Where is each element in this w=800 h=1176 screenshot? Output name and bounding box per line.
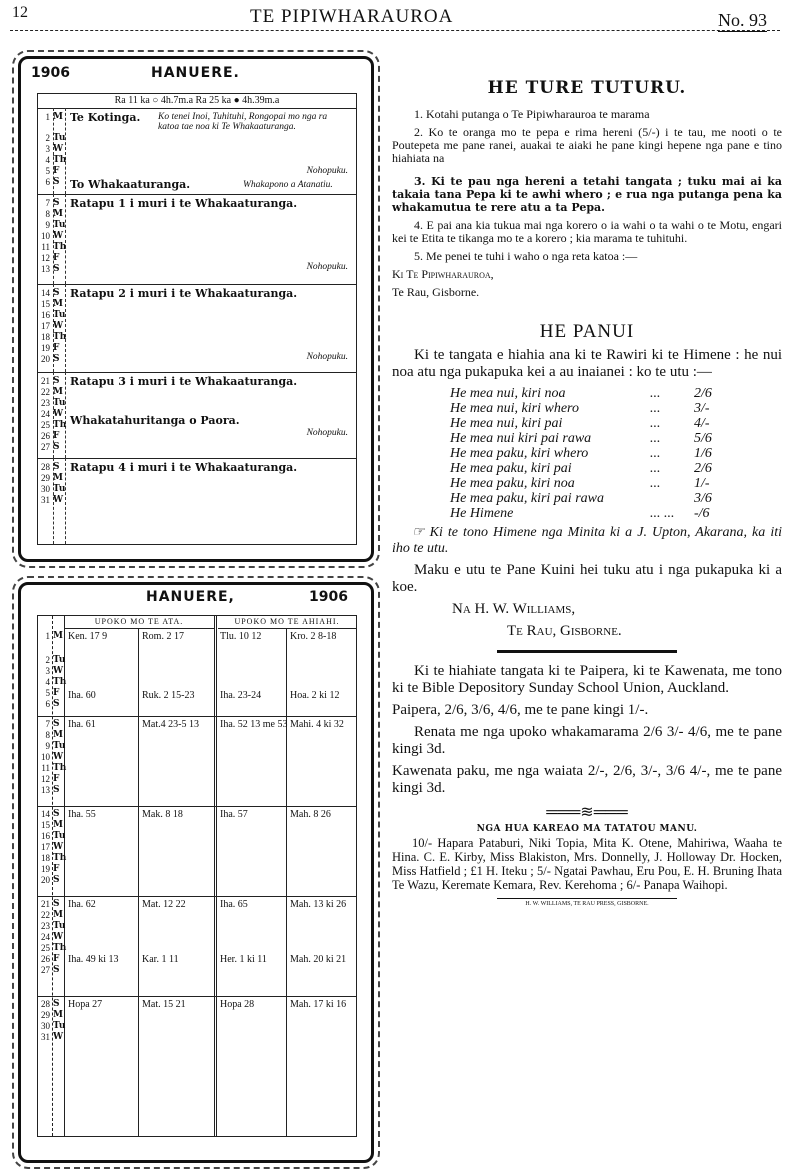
reading-cell: Mah. 8 26 [290, 809, 331, 820]
rule-text: E pai ana kia tukua mai nga korero o ia wahi o ta wahi o te Motu, engari kei te Etita te tikanga mo te a korero ; kia marama te tuhituhi. [392, 218, 782, 245]
rule-number: 3. [414, 175, 426, 188]
signature-name: Na H. W. Williams, [452, 601, 576, 617]
weekday: F [53, 431, 60, 441]
ornament-divider: ═══≋═══ [546, 804, 628, 821]
calendar-year: 1906 [309, 589, 348, 605]
day-number: 3 [45, 144, 50, 154]
weekday: F [53, 253, 60, 263]
calendar-week [38, 372, 356, 459]
feast-day: Whakatahuritanga o Paora. [70, 414, 240, 427]
liturgical-calendar [37, 93, 357, 545]
divider [138, 628, 139, 1136]
reading-cell: Kro. 2 8-18 [290, 631, 337, 642]
calendar-month: HANUERE. [151, 65, 240, 81]
reading-cell: Rom. 2 17 [142, 631, 184, 642]
rule-2 [392, 126, 782, 165]
reading-cell: Mah. 13 ki 26 [290, 899, 347, 910]
weekday: S [53, 965, 60, 975]
fast-day-label: Nohopuku. [306, 262, 348, 272]
rule-5 [392, 250, 782, 263]
day-number: 22 [41, 910, 50, 920]
weekday: M [53, 910, 63, 920]
reading-cell: Mahi. 4 ki 32 [290, 719, 344, 730]
weekday: Th [53, 763, 67, 773]
price-item: He mea nui, kiri whero [450, 401, 579, 416]
weekday: Th [53, 853, 67, 863]
weekday: W [53, 231, 64, 241]
day-number: 12 [41, 774, 50, 784]
price-item: He Himene [450, 506, 514, 521]
weekday: S [53, 875, 60, 885]
day-number: 29 [41, 1010, 50, 1020]
day-number: 8 [45, 730, 50, 740]
weekday: F [53, 688, 60, 698]
column-header-evening: UPOKO MO TE AHIAHI. [218, 616, 356, 629]
fast-day-label: Nohopuku. [306, 428, 348, 438]
price-value: 2/6 [694, 386, 712, 401]
reading-cell: Mat. 15 21 [142, 999, 186, 1010]
fast-day-label: Nohopuku. [306, 166, 348, 176]
day-number: 25 [41, 943, 50, 953]
weekday: W [53, 666, 64, 676]
day-number: 4 [45, 677, 50, 687]
reading-cell: Iha. 57 [220, 809, 248, 820]
reading-cell: Ruk. 2 15-23 [142, 690, 195, 701]
weekday: S [53, 462, 60, 472]
calendar-week [38, 284, 356, 373]
day-number: 25 [41, 420, 50, 430]
reading-cell: Iha. 62 [68, 899, 96, 910]
section-divider [497, 650, 677, 653]
rule-4 [392, 219, 782, 245]
rule-number: 1. [414, 107, 423, 121]
day-number: 20 [41, 354, 50, 364]
day-number: 4 [45, 155, 50, 165]
weekday: S [53, 809, 60, 819]
reading-cell: Hopa 28 [220, 999, 255, 1010]
week-divider [38, 806, 356, 807]
divider [64, 616, 65, 1136]
price-leader [650, 491, 694, 506]
note-text: Ki te tono Himene nga Minita ki a J. Upton, Akarana, ka iti iho te utu. [392, 525, 782, 556]
day-number: 10 [41, 231, 50, 241]
calendar-month: HANUERE, [146, 589, 235, 605]
day-number: 31 [41, 1032, 50, 1042]
weekday: W [53, 321, 64, 331]
bible-price-1: Paipera, 2/6, 3/6, 4/6, me te pane kingi 1/-. [392, 702, 649, 718]
price-row [450, 506, 782, 521]
feast-note: Ko tenei Inoi, Tuhituhi, Rongopai mo nga ra katoa tae noa ki Te Whakaaturanga. [158, 112, 328, 132]
weekday: Tu [53, 741, 66, 751]
divider [214, 616, 217, 1136]
day-number: 18 [41, 332, 50, 342]
calendar-frame-readings [18, 582, 374, 1163]
calendar-frame-liturgical [18, 56, 374, 562]
day-number: 23 [41, 921, 50, 931]
reading-cell: Her. 1 ki 11 [220, 954, 267, 965]
weekday: S [53, 264, 60, 274]
price-item: He mea nui kiri pai rawa [450, 431, 592, 446]
rule-1 [392, 108, 782, 121]
weekday: S [53, 198, 60, 208]
weekday: S [53, 177, 60, 187]
rule-text: Ki te pau nga hereni a tetahi tangata ; tuku mai ai ka takaia tana Pepa ki te awhi whero ; e rua nga putanga pena ka whakamutua te rere atu a ta Pepa. [392, 175, 782, 214]
weekday: Th [53, 420, 67, 430]
weekday: W [53, 409, 64, 419]
weekday: M [53, 112, 63, 122]
calendar-week [38, 458, 356, 545]
price-row [450, 446, 782, 461]
weekday: S [53, 376, 60, 386]
readings-calendar [37, 615, 357, 1137]
weekday: S [53, 719, 60, 729]
weekday: M [53, 209, 63, 219]
weekday: W [53, 144, 64, 154]
price-value: 1/- [694, 476, 710, 491]
feast-day: Ratapu 2 i muri i te Whakaaturanga. [70, 287, 298, 300]
price-value: -/6 [694, 506, 710, 521]
reading-cell: Hoa. 2 ki 12 [290, 690, 340, 701]
feast-day: Ratapu 3 i muri i te Whakaaturanga. [70, 375, 298, 388]
day-number: 28 [41, 462, 50, 472]
weekday: Tu [53, 655, 66, 665]
header-rule [10, 30, 780, 31]
price-leader: ... [650, 461, 661, 476]
weekday: M [53, 299, 63, 309]
reading-cell: Iha. 52 13 me 53 [220, 719, 288, 730]
price-leader: ... [650, 446, 661, 461]
bible-price-3: Kawenata paku, me nga waiata 2/-, 2/6, 3/-, 3/6 4/-, me te pane kingi 3d. [392, 763, 782, 796]
feast-day: Te Kotinga. [70, 111, 141, 124]
section-title-panui: HE PANUI [539, 321, 635, 342]
minister-note [392, 525, 782, 557]
weekday: Th [53, 332, 67, 342]
weekday: M [53, 730, 63, 740]
weekday: F [53, 954, 60, 964]
price-leader: ... [650, 431, 661, 446]
weekday: Th [53, 677, 67, 687]
address-line-1: Ki Te Pipiwharauroa, [392, 267, 494, 281]
day-number: 26 [41, 431, 50, 441]
moon-phases: Ra 11 ka ○ 4h.7m.a Ra 25 ka ● 4h.39m.a [38, 94, 356, 109]
day-number: 2 [45, 133, 50, 143]
rule-number: 2. [414, 125, 423, 139]
weekday: S [53, 999, 60, 1009]
day-number: 24 [41, 932, 50, 942]
weekday: Tu [53, 831, 66, 841]
rule-text: Ko te oranga mo te pepa e rima hereni (5/-) i te tau, me nooti o te Poutepeta me pane ranei, auakai te aiaki he pane kingi hepene nga pane e tino hiahiata na [392, 125, 783, 165]
day-number: 19 [41, 343, 50, 353]
weekday: Tu [53, 921, 66, 931]
price-item: He mea nui, kiri pai [450, 416, 563, 431]
price-item: He mea paku, kiri pai rawa [450, 491, 604, 506]
weekday: F [53, 343, 60, 353]
day-number: 19 [41, 864, 50, 874]
address-line-2: Te Rau, Gisborne. [392, 285, 480, 299]
reading-cell: Iha. 61 [68, 719, 96, 730]
section-title-ture: HE TURE TUTURU. [487, 78, 687, 98]
weekday: W [53, 752, 64, 762]
donors-title: NGA HUA KAREAO MA TATATOU MANU. [476, 824, 698, 834]
reading-cell: Hopa 27 [68, 999, 103, 1010]
price-item: He mea paku, kiri pai [450, 461, 572, 476]
reading-cell: Mat.4 23-5 13 [142, 719, 199, 730]
price-row [450, 431, 782, 446]
price-leader: ... [650, 386, 661, 401]
day-number: 28 [41, 999, 50, 1009]
price-row [450, 476, 782, 491]
price-item: He mea paku, kiri whero [450, 446, 589, 461]
day-number: 20 [41, 875, 50, 885]
price-item: He mea paku, kiri noa [450, 476, 575, 491]
paper-title: TE PIPIWHARAUROA [250, 6, 454, 27]
weekday: F [53, 864, 60, 874]
price-row [450, 461, 782, 476]
day-number: 7 [45, 719, 50, 729]
reading-cell: Iha. 65 [220, 899, 248, 910]
day-number: 5 [45, 688, 50, 698]
rule-number: 4. [414, 218, 423, 232]
day-number: 6 [45, 699, 50, 709]
day-number: 13 [41, 785, 50, 795]
day-number: 17 [41, 321, 50, 331]
issue-number: No. 93 [718, 10, 767, 30]
price-row [450, 401, 782, 416]
calendar-week [38, 194, 356, 285]
day-number: 1 [45, 631, 50, 641]
weekday: M [53, 1010, 63, 1020]
day-number: 15 [41, 299, 50, 309]
week-divider [38, 896, 356, 897]
price-row [450, 491, 782, 506]
day-number: 18 [41, 853, 50, 863]
day-number: 11 [41, 763, 50, 773]
reading-cell: Iha. 60 [68, 690, 96, 701]
reading-cell: Mah. 17 ki 16 [290, 999, 347, 1010]
reading-cell: Iha. 49 ki 13 [68, 954, 119, 965]
weekday: S [53, 699, 60, 709]
weekday: M [53, 473, 63, 483]
weekday: M [53, 387, 63, 397]
price-value: 3/6 [694, 491, 712, 506]
reading-cell: Ken. 17 9 [68, 631, 108, 642]
day-number: 15 [41, 820, 50, 830]
day-number: 14 [41, 809, 50, 819]
postage-note: Maku e utu te Pane Kuini hei tuku atu i nga pukapuka ki a koe. [392, 562, 782, 595]
weekday: S [53, 442, 60, 452]
day-number: 22 [41, 387, 50, 397]
right-column [392, 70, 782, 907]
day-number: 2 [45, 655, 50, 665]
day-number: 24 [41, 409, 50, 419]
reading-cell: Mat. 12 22 [142, 899, 186, 910]
price-value: 5/6 [694, 431, 712, 446]
price-value: 1/6 [694, 446, 712, 461]
day-number: 27 [41, 965, 50, 975]
reading-cell: Iha. 55 [68, 809, 96, 820]
fast-day-label: Nohopuku. [306, 352, 348, 362]
weekday: Tu [53, 133, 66, 143]
day-number: 12 [41, 253, 50, 263]
day-number: 3 [45, 666, 50, 676]
price-row [450, 386, 782, 401]
feast-day: Ratapu 1 i muri i te Whakaaturanga. [70, 197, 298, 210]
rule-number: 5. [414, 249, 423, 263]
weekday: M [53, 820, 63, 830]
calendar-week [38, 108, 356, 195]
weekday: S [53, 354, 60, 364]
reading-cell: Mah. 20 ki 21 [290, 954, 347, 965]
reading-cell: Tlu. 10 12 [220, 631, 262, 642]
weekday: Tu [53, 220, 66, 230]
weekday: Th [53, 943, 67, 953]
day-number: 21 [41, 376, 50, 386]
reading-cell: Mak. 8 18 [142, 809, 183, 820]
day-number: 9 [45, 220, 50, 230]
reading-cell: Iha. 23-24 [220, 690, 262, 701]
day-number: 26 [41, 954, 50, 964]
weekday: W [53, 1032, 64, 1042]
day-number: 7 [45, 198, 50, 208]
reading-cell: Kar. 1 11 [142, 954, 179, 965]
day-number: 16 [41, 310, 50, 320]
day-number: 23 [41, 398, 50, 408]
day-number: 8 [45, 209, 50, 219]
weekday: Th [53, 242, 67, 252]
weekday: S [53, 899, 60, 909]
weekday: Th [53, 155, 67, 165]
price-leader: ... [650, 401, 661, 416]
rule-text: Kotahi putanga o Te Pipiwharauroa te marama [426, 107, 650, 121]
day-number: 16 [41, 831, 50, 841]
weekday: Tu [53, 484, 66, 494]
day-number: 17 [41, 842, 50, 852]
donors-list: 10/- Hapara Pataburi, Niki Topia, Mita K. Otene, Mahiriwa, Waaha te Hina. C. E. Kirby, Miss Blakiston, Mrs. Donnelly, J. Holloway Dr. Hocken, Miss Hatfield ; £1 H. Iteku ; 5/- Ngatai Pawhau, Eru Pou, E. H. Bruning Ihata Te Wazu, Keremate Kemara, Rev. Kerehoma ; 6/- Panapa Waihopi. [392, 836, 782, 892]
price-row [450, 416, 782, 431]
price-list [450, 386, 782, 521]
weekday: W [53, 842, 64, 852]
weekday: Tu [53, 1021, 66, 1031]
bible-price-2: Renata me nga upoko whakamarama 2/6 3/- 4/6, me te pane kingi 3d. [392, 724, 782, 757]
price-leader: ... [650, 416, 661, 431]
feast-note: Whakapono a Atanatiu. [243, 180, 333, 190]
day-number: 11 [41, 242, 50, 252]
day-number: 27 [41, 442, 50, 452]
day-number: 10 [41, 752, 50, 762]
calendar-year: 1906 [31, 65, 70, 81]
price-leader: ... [650, 476, 661, 491]
day-number: 31 [41, 495, 50, 505]
day-number: 13 [41, 264, 50, 274]
day-number: 1 [45, 112, 50, 122]
panui-intro: Ki te tangata e hiahia ana ki te Rawiri ki te Himene : he nui noa atu nga pukapuka kei a au inaianei : ko te utu :— [392, 347, 782, 380]
day-number: 9 [45, 741, 50, 751]
weekday: F [53, 774, 60, 784]
page-number: 12 [12, 4, 28, 21]
pointing-hand-icon: ☞ [412, 525, 425, 540]
rule-text: Me penei te tuhi i waho o nga reta katoa :— [426, 249, 638, 263]
feast-day: To Whakaaturanga. [70, 178, 191, 191]
week-divider [38, 716, 356, 717]
bible-intro: Ki te hiahiate tangata ki te Paipera, ki te Kawenata, me tono ki te Bible Depository Sunday School Union, Auckland. [392, 663, 782, 696]
printer-imprint: H. W. WILLIAMS, TE RAU PRESS, GISBORNE. [497, 898, 677, 907]
feast-day: Ratapu 4 i muri i te Whakaaturanga. [70, 461, 298, 474]
weekday: S [53, 288, 60, 298]
day-number: 30 [41, 484, 50, 494]
weekday: W [53, 495, 64, 505]
day-number: 6 [45, 177, 50, 187]
column-header-morning: UPOKO MO TE ATA. [64, 616, 214, 629]
weekday: F [53, 166, 60, 176]
price-value: 3/- [694, 401, 710, 416]
day-number: 30 [41, 1021, 50, 1031]
rule-3 [392, 175, 782, 214]
day-number: 21 [41, 899, 50, 909]
divider [286, 628, 287, 1136]
signature-place: Te Rau, Gisborne. [507, 623, 622, 639]
day-number: 5 [45, 166, 50, 176]
weekday: S [53, 785, 60, 795]
price-item: He mea nui, kiri noa [450, 386, 566, 401]
price-leader: ... ... [650, 506, 675, 521]
weekday: Tu [53, 310, 66, 320]
weekday: Tu [53, 398, 66, 408]
week-divider [38, 996, 356, 997]
price-value: 4/- [694, 416, 710, 431]
weekday: M [53, 631, 63, 641]
day-number: 29 [41, 473, 50, 483]
price-value: 2/6 [694, 461, 712, 476]
weekday: W [53, 932, 64, 942]
day-number: 14 [41, 288, 50, 298]
